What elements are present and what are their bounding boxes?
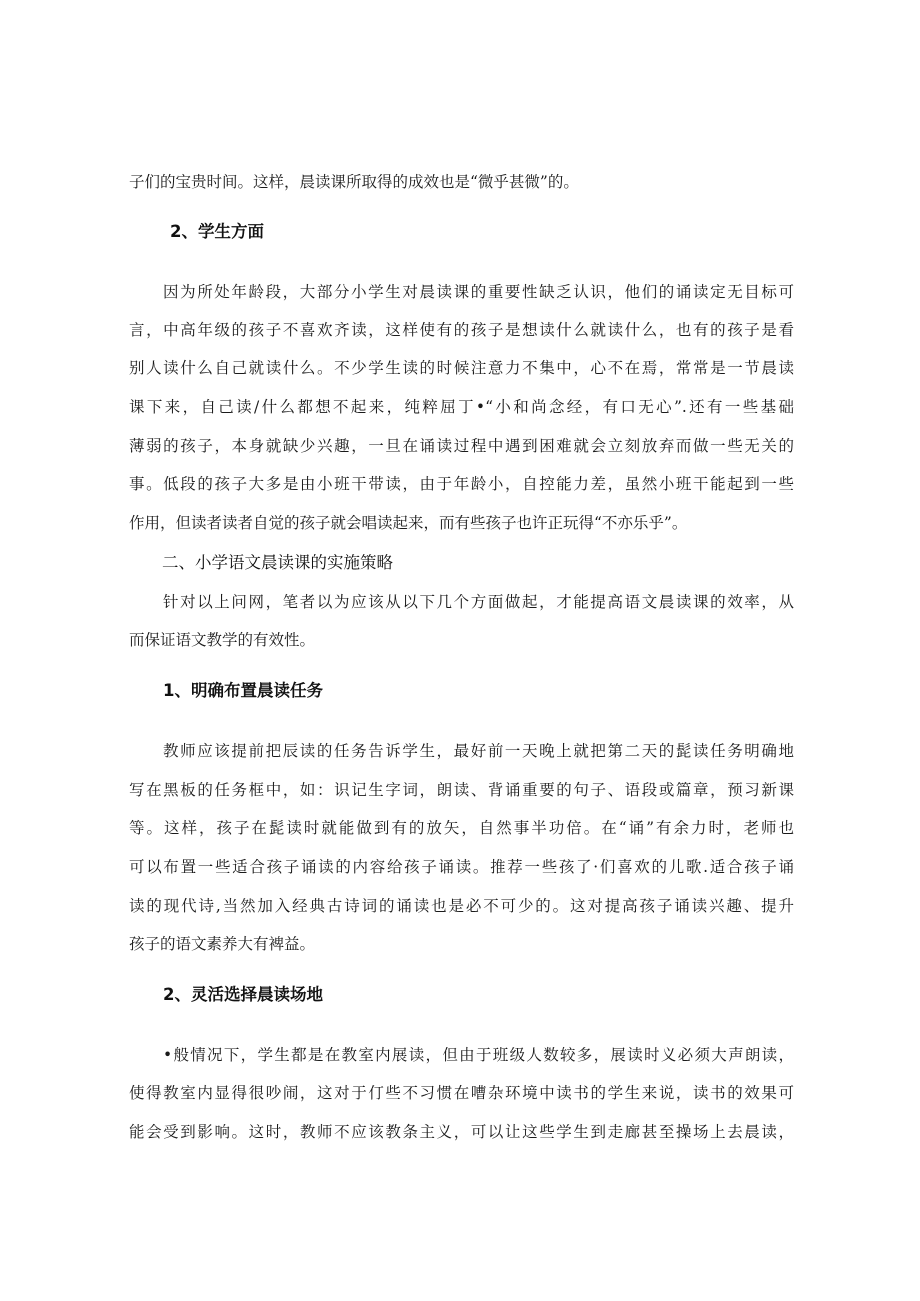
paragraph-line: 可以布置一些适合孩子诵读的内容给孩子诵读。推荐一些孩了·们喜欢的儿歌.适合孩子诵 xyxy=(129,858,794,876)
paragraph-line: •般情况下，学生都是在教室内展读，但由于班级人数较多，展读时义必须大声朗读， xyxy=(163,1046,794,1064)
section-heading-students: 2、学生方面 xyxy=(170,222,264,241)
paragraph-line: 等。这样，孩子在髭读时就能做到有的放矢，自然事半功倍。在“诵”有余力时，老师也 xyxy=(129,819,794,837)
paragraph-line: 读的现代诗,当然加入经典古诗词的诵读也是必不可少的。这对提高孩子诵读兴趣、提升 xyxy=(129,897,794,915)
paragraph-line: 而保证语文教学的有效性。 xyxy=(129,631,316,649)
paragraph-line: 事。低段的孩子大多是由小班干带读，由于年龄小，自控能力差，虽然小班干能起到一些 xyxy=(129,475,794,493)
paragraph-line: 作用，但读者读者自觉的孩子就会唱读起来，而有些孩子也许正玩得“不亦乐乎”。 xyxy=(129,514,688,532)
paragraph-line: 写在黑板的任务框中，如：识记生字词，朗读、背诵重要的句子、语段或篇章，预习新课 xyxy=(129,781,794,799)
paragraph-line: 教师应该提前把辰读的任务告诉学生，最好前一天晚上就把第二天的髭读任务明确地 xyxy=(163,742,794,760)
paragraph-line: 薄弱的孩子，本身就缺少兴趣，一旦在诵读过程中遇到困难就会立刻放弃而做一些无关的 xyxy=(129,437,794,455)
paragraph-line: 针对以上问网，笔者以为应该从以下几个方面做起，才能提高语文晨读课的效率，从 xyxy=(163,593,794,611)
section-heading-task: 1、明确布置晨读任务 xyxy=(163,681,323,700)
paragraph-line: 孩子的语文素养大有裨益。 xyxy=(129,935,316,953)
paragraph-line: 言，中高年级的孩子不喜欢齐读，这样使有的孩子是想读什么就读什么，也有的孩子是看 xyxy=(129,321,794,339)
paragraph-line: 别人读什么自己就读什么。不少学生读的时候注意力不集中，心不在焉，常常是一节晨读 xyxy=(129,359,794,377)
paragraph-line: 因为所处年龄段，大部分小学生对晨读课的重要性缺乏认识，他们的诵读定无目标可 xyxy=(163,283,794,301)
paragraph-line: 使得教室内显得很吵闹，这对于仃些不习惯在嘈杂环境中读书的学生来说，读书的效果可 xyxy=(129,1084,794,1102)
paragraph-line: 子们的宝贵时间。这样，晨读课所取得的成效也是“微乎甚微”的。 xyxy=(129,173,579,191)
section-heading-venue: 2、灵活选择晨读场地 xyxy=(163,985,323,1004)
section-heading-strategy: 二、小学语文晨读课的实施策略 xyxy=(162,553,393,572)
paragraph-line: 课下来，自己读/什么都想不起来，纯粹屈丁•“小和尚念经，有口无心”.还有一些基础 xyxy=(129,398,794,416)
paragraph-line: 能会受到影响。这时，教师不应该教条主义，可以让这些学生到走廊甚至操场上去晨读， xyxy=(129,1123,794,1141)
